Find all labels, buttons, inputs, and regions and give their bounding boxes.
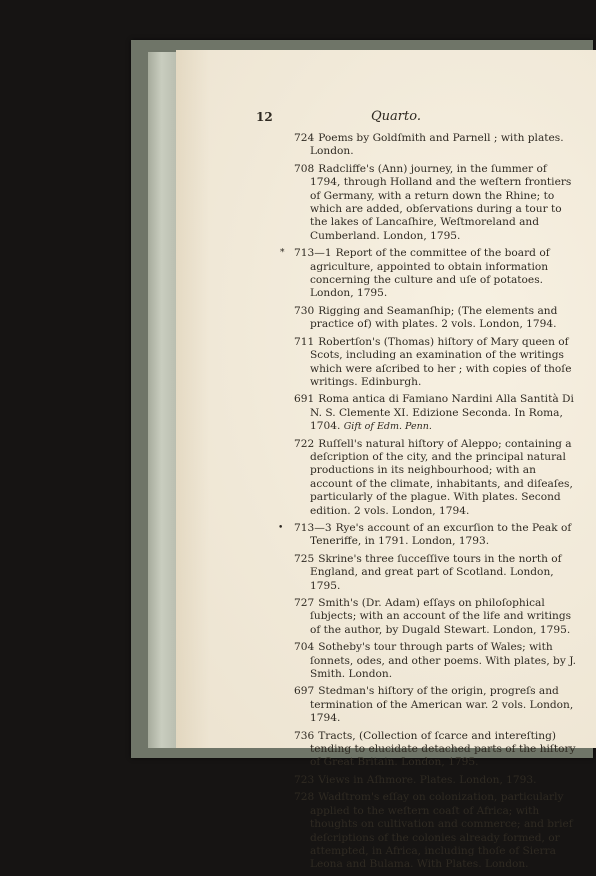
entry-description: Views in Aſhmore. Plates. London, 1793. [318,773,537,786]
catalogue-entry [176,438,596,518]
entry-text-wrap [294,791,580,871]
entry-number: 704 [294,641,315,654]
entry-text-wrap [294,685,580,725]
entry-text-wrap [294,336,580,390]
running-head: Quarto. [371,109,421,124]
catalogue-page [176,50,596,871]
entry-description: Stedman's hiſtory of the origin, progreſs and termination of the American war. 2 vols. London, 1794. [310,685,574,725]
entry-description: Sotheby's tour through parts of Wales; with ſonnets, odes, and other poems. With plates, by J. Smith. London. [310,641,576,681]
entry-text-wrap [294,163,580,243]
entry-number: 725 [294,552,315,565]
catalogue-entry [176,305,596,332]
entry-number: 708 [294,162,315,175]
catalogue-entry [176,774,596,787]
catalogue-entry [176,336,596,390]
catalogue-entry [176,685,596,725]
entry-description: Ruſſell's natural hiſtory of Aleppo; containing a deſcription of the city, and the principal natural productions in its neighbourhood; with an account of the climate, inhabitants, and diſeaſes, particularly of the plague. With plates. Second edition. 2 vols. London, 1794. [310,437,573,517]
entry-description: Report of the committee of the board of agriculture, appointed to obtain information concerning the culture and uſe of potatoes. London, 1795. [310,247,550,300]
catalogue-entry [176,163,596,243]
catalogue-entry [176,522,596,549]
entry-description: Smith's (Dr. Adam) eſſays on philoſophical ſubjects; with an account of the life and writings of the author, by Dugald Stewart. London, 1795. [310,597,572,636]
entry-number: 724 [294,132,315,144]
endpaper-strip [148,52,178,748]
entry-description: Poems by Goldſmith and Parnell ; with plates. London. [310,132,564,158]
entry-description: Rye's account of an excurſion to the Peak of Teneriffe, in 1791. London, 1793. [310,521,572,548]
entry-text-wrap [294,522,580,549]
catalogue-entry [176,393,596,433]
entry-text-wrap [294,641,580,681]
entry-number: 723 [294,773,315,786]
entry-description: Radcliffe's (Ann) journey, in the ſummer of 1794, through Holland and the weſtern frontiers of Germany, with a return down the Rhine; to which are added, obſervations during a tour to the lakes of Lancaſhire, Weſtmoreland and Cumberland. London, 1795. [310,162,572,242]
entry-number: 728 [294,791,315,804]
entry-text-wrap [294,597,580,637]
entry-number: 691 [294,393,315,406]
catalogue-entries [176,132,596,876]
entry-text-wrap [294,553,580,593]
catalogue-entry [176,641,596,681]
entry-gift-note: Gift of Edm. Penn. [343,421,432,433]
entry-number: 711 [294,335,315,348]
catalogue-entry [176,730,596,770]
entry-text-wrap [294,730,580,770]
entry-marker: • [278,522,284,533]
entry-number: 722 [294,437,315,450]
entry-number: 730 [294,304,315,317]
entry-description: Rigging and Seamanſhip; (The elements and practice of) with plates. 2 vols. London, 1794. [310,304,558,331]
entry-text-wrap [294,247,580,301]
catalogue-entry [176,597,596,637]
entry-marker: * [280,248,285,259]
entry-description: Robertſon's (Thomas) hiſtory of Mary queen of Scots, including an examination of the writings which were aſcribed to her ; with copies of thoſe writings. Edinburgh. [310,335,572,388]
entry-number: 713—1 [294,247,332,260]
entry-text-wrap [294,393,580,433]
entry-number: 713—3 [294,521,332,534]
catalogue-entry [176,553,596,593]
entry-description: Tracts, (Collection of ſcarce and intereſting) tending to elucidate detached parts of the hiſtory of Great Britain. London, 1795. [310,729,576,769]
catalogue-entry [176,791,596,871]
entry-description: Roma antica di Famiano Nardini Alla Santità Di N. S. Clemente XI. Edizione Seconda. In Roma, 1704. [310,393,574,433]
entry-number: 736 [294,729,315,742]
catalogue-entry [176,247,596,301]
entry-number: 697 [294,685,315,698]
entry-text-wrap [294,438,580,518]
entry-text-wrap [294,774,580,787]
entry-number: 727 [294,597,315,609]
entry-description: Wadſtrom's eſſay on colonization, particularly applied to the weſtern coaſt of Africa; with thoughts on cultivation and commerce; and brief deſcriptions of the colonies already formed, or attempted, in Africa, including thoſe of Sierra Leona and Bulama. With Plates. London. [310,791,573,871]
entry-text-wrap [294,305,580,332]
catalogue-entry [176,132,596,159]
entry-text-wrap [294,132,580,159]
page-number: 12 [256,110,273,124]
entry-description: Skrine's three ſucceſſive tours in the north of England, and great part of Scotland. London, 1795. [310,552,562,592]
